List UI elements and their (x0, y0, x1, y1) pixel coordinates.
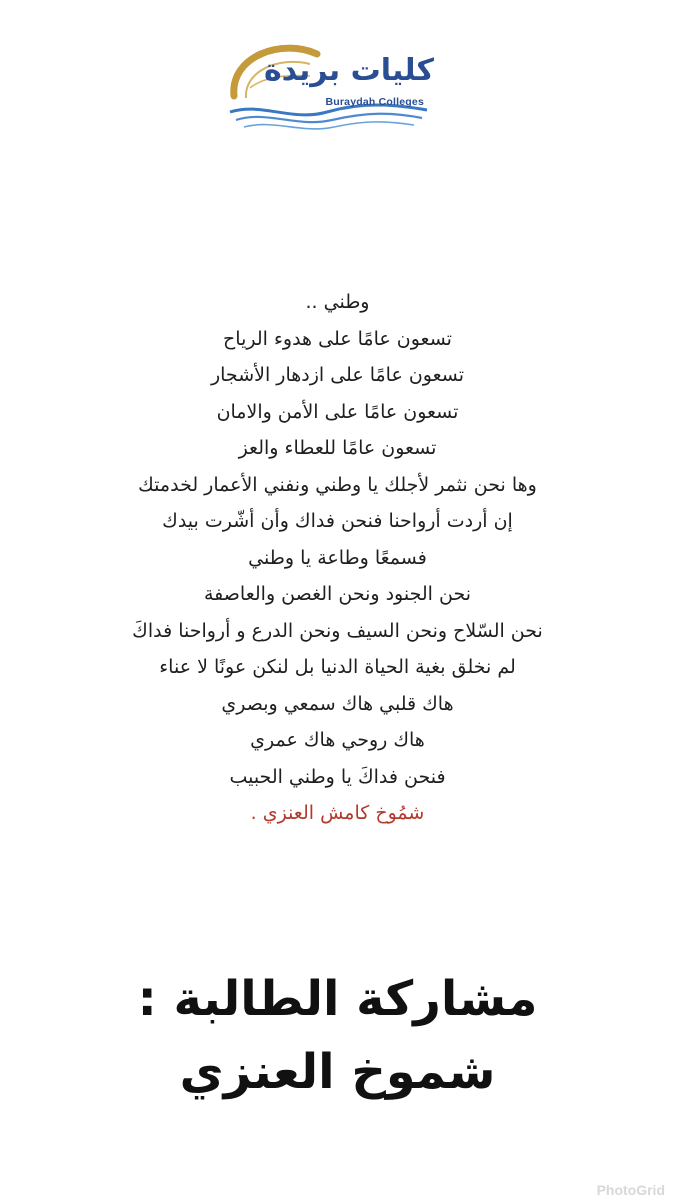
poem-line: إن أردت أرواحنا فنحن فداك وأن أشّرت بيدك (162, 510, 513, 532)
buraydah-colleges-logo (222, 36, 442, 136)
poem-line: نحن الجنود ونحن الغصن والعاصفة (203, 583, 471, 605)
poem-line: تسعون عامًا على ازدهار الأشجار (210, 364, 465, 386)
poem-line: فنحن فداكَ يا وطني الحبيب (229, 765, 446, 788)
poem-block (70, 284, 605, 832)
poem-line: نحن السّلاح ونحن السيف ونحن الدرع و أرواحنا فداكَ (132, 619, 543, 642)
poem-line: تسعون عامًا للعطاء والعز (238, 437, 437, 459)
student-name: شموخ العنزي (179, 1044, 496, 1100)
photogrid-watermark: PhotoGrid (596, 1182, 665, 1198)
poem-line: وطني .. (305, 291, 370, 313)
poem-signature: شمُوخ كامش العنزي . (250, 802, 425, 824)
poem-line: هاك قلبي هاك سمعي وبصري (221, 692, 454, 715)
poem-line: تسعون عامًا على الأمن والامان (216, 400, 459, 423)
poem-line: وها نحن نثمر لأجلك يا وطني ونفني الأعمار لخدمتك (138, 473, 537, 496)
student-participation-label: مشاركة الطالبة : (137, 971, 538, 1027)
poem-line: لم نخلق بغية الحياة الدنيا بل لنكن عونًا لا عناء (159, 656, 516, 678)
logo-english-text: Buraydah Colleges (325, 96, 424, 108)
poem-line: تسعون عامًا على هدوء الرياح (223, 327, 452, 350)
logo-arabic-text: كليات بريدة (263, 53, 434, 88)
poem-line: فسمعًا وطاعة يا وطني (248, 546, 427, 569)
poem-line: هاك روحي هاك عمري (250, 729, 425, 751)
